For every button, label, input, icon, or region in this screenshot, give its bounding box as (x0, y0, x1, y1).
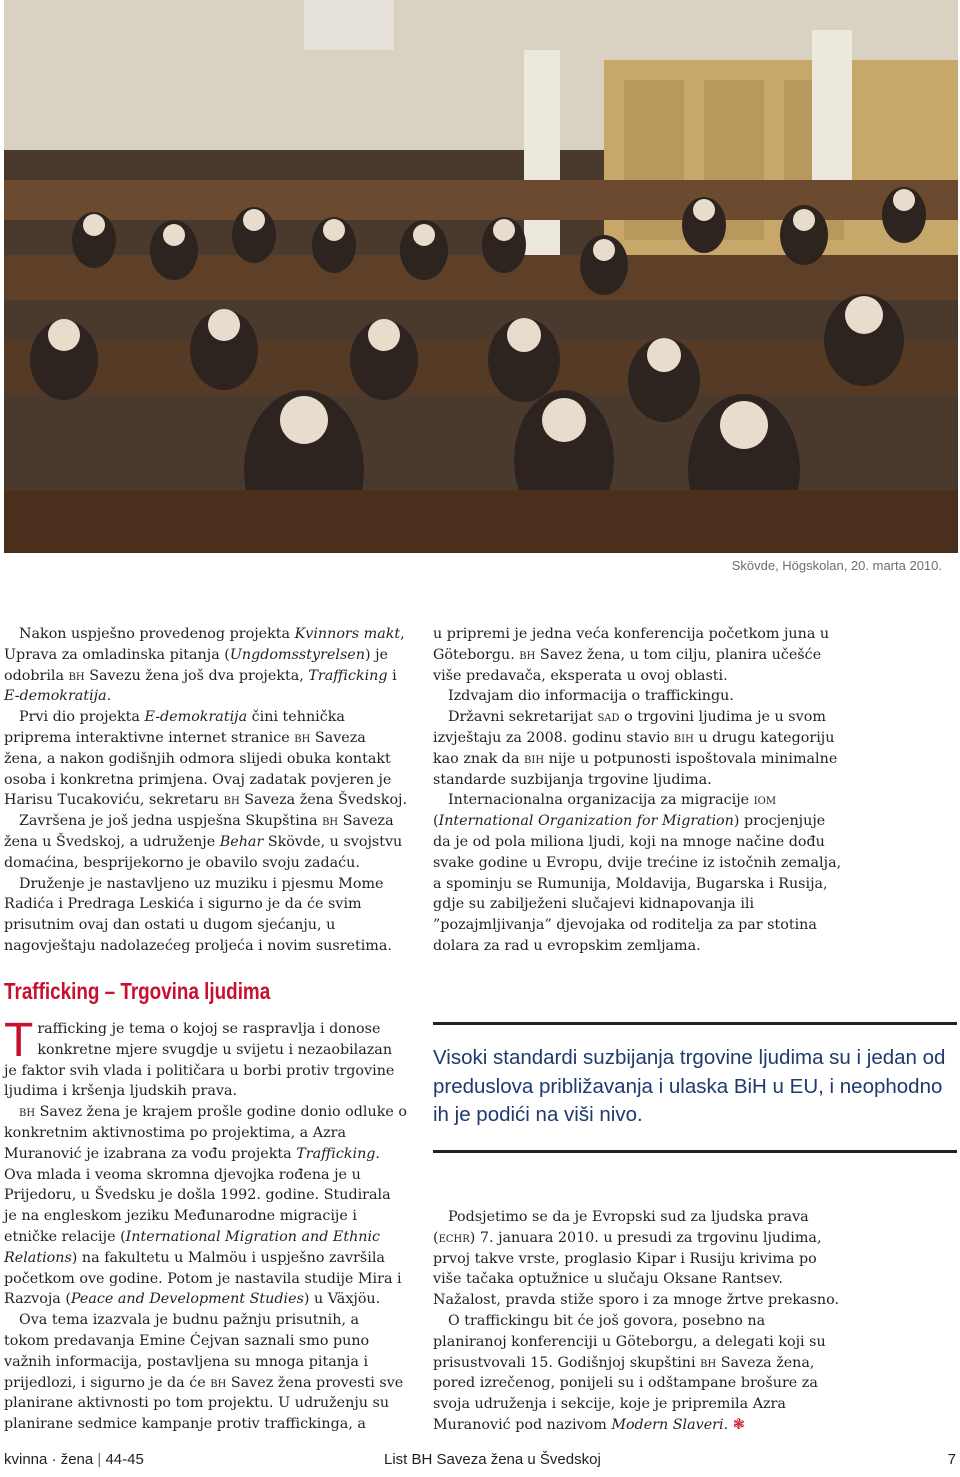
paragraph: O traffickingu bit će još govora, posebno na planiranoj konferenciji u Göteborgu, a delegati koji su prisustvovali 15. Godišnjoj skupštini bh Saveza žena, pored izrečenog, ponijeli su i odštampane brošure za svoja udruženja i sekcije, koje je pripremila Azra Muranović pod nazivom Modern Slaveri. ❃ (433, 1312, 826, 1433)
footer-publication: List BH Saveza žena u Švedskoj (384, 1451, 601, 1468)
paragraph: Podsjetimo se da je Evropski sud za ljudska prava (echr) 7. januara 2010. u presudi za trgovinu ljudima, prvoj takve vrste, proglasio Kipar i Rusiju krivima po više tačaka optužnice u slučaju Oksane Rantsev. Nažalost, pravda stiže sporo i za mnoge žrtve prekasno. (433, 1209, 840, 1309)
intro-column (4, 624, 408, 957)
paragraph: Prvi dio projekta E-demokratija čini tehnička priprema interaktivne internet stranice bh Saveza žena, a nakon godišnjih odmora slijedi obuka kontakt osoba i konkretna primjena. Ovaj zadatak povjeren je Harisu Tucakoviću, sekretaru bh Saveza žena Švedskoj. (4, 709, 408, 809)
paragraph: Državni sekretarijat sad o trgovini ljudima je u svom izvještaju za 2008. godinu stavio bih u drugu kategoriju kao znak da bih nije u potpunosti ispoštovala minimalne standarde suzbijanja trgovine ljudima. (433, 709, 838, 788)
paragraph: Trafficking je tema o kojoj se raspravlja i donose konkretne mjere svugdje u svijetu i nezaobilazan je faktor svih vlada i političara u borbi protiv trgovine ljudima i kršenja ljudskih prava. (4, 1014, 395, 1100)
trafficking-column-right (433, 1207, 843, 1436)
paragraph: bh Savez žena je krajem prošle godine donio odluke o konkretnim aktivnostima po projektima, a Azra Muranović je izabrana za vođu projekta Trafficking. Ova mlada i veoma skromna djevojka rođena je u Prijedoru, u Švedsku je došla 1992. godine. Studirala je na engleskom jeziku Međunarodne migracije i etničke relacije (International Migration and Ethnic Relations) na fakultetu u Malmöu i uspješno završila početkom ove godine. Potom je nastavila studije Mira i Razvoja (Peace and Development Studies) u Växjöu. (4, 1104, 407, 1308)
conference-photo (4, 0, 958, 553)
intro-column-right (433, 624, 843, 957)
section-heading: Trafficking – Trgovina ljudima (4, 978, 271, 1004)
paragraph: u pripremi je jedna veća konferencija početkom juna u Göteborgu. bh Savez žena, u tom cilju, planira učešće više predavača, eksperata u ovoj oblasti. (433, 626, 830, 684)
page-number: 7 (947, 1451, 956, 1468)
paragraph: Internacionalna organizacija za migracije iom (International Organization for Migration) procjenjuje da je od pola miliona ljudi, koji na mnoge načine dođu svake godine u Evropu, dvije trećine iz istočnih zemalja, a spominju se Rumunija, Moldavija, Bugarska i Rusija, gdje su zabilježeni slučajevi kidnapovanja ili ”pozajmljivanja” djevojaka od roditelja za par stotina dolara za rad u evropskim zemljama. (433, 792, 842, 954)
paragraph: Izdvajam dio informacija o traffickingu. (448, 688, 734, 705)
end-mark-icon: ❃ (732, 1416, 745, 1433)
trafficking-column (4, 1014, 408, 1435)
paragraph: Druženje je nastavljeno uz muziku i pjesmu Mome Radića i Predraga Leskića i sigurno je da će svim prisutnim ovaj dan ostati u dugom sjećanju, u nagovještaju nadolazećeg proljeća i novim susretima. (4, 875, 392, 954)
pull-quote: Visoki standardi suzbijanja trgovine ljudima su i jedan od preduslova približavanja i ulaska BiH u EU, i neophodno ih je podići na viši nivo. (433, 1022, 957, 1153)
paragraph: Završena je još jedna uspješna Skupština bh Saveza žena u Švedskoj, a udruženje Behar Skövde, u svojstvu domaćina, besprijekorno je obavilo svoju zadaću. (4, 813, 403, 871)
page-footer (4, 1451, 958, 1473)
photo-caption: Skövde, Högskolan, 20. marta 2010. (731, 558, 942, 573)
paragraph: Ova tema izazvala je budnu pažnju prisutnih, a tokom predavanja Emine Ćejvan saznali smo puno važnih informacija, postavljena su mnoga pitanja i prijedlozi, i sigurno je da će bh Savez žena provesti sve planirane aktivnosti po tom projektu. U udruženju su planirane sedmice kampanje protiv traffickinga, a (4, 1312, 404, 1433)
footer-magazine: kvinna · žena | 44-45 (4, 1451, 144, 1468)
paragraph: Nakon uspješno provedenog projekta Kvinnors makt, Uprava za omladinska pitanja (Ungdomsstyrelsen) je odobrila bh Savezu žena još dva projekta, Trafficking i E-demokratija. (4, 626, 405, 705)
drop-cap: T (4, 1014, 34, 1067)
